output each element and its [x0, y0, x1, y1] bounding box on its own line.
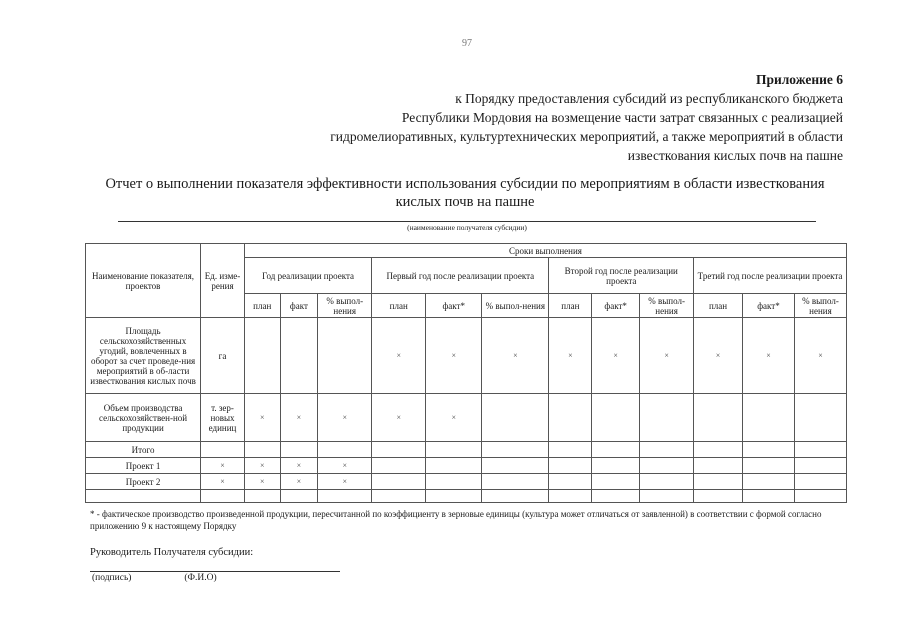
row-name: Итого — [86, 442, 201, 458]
cross-mark: × — [742, 318, 794, 394]
empty-cell — [549, 442, 592, 458]
empty-cell — [426, 474, 482, 490]
empty-cell — [318, 442, 372, 458]
report-title-line: кислых почв на пашне — [395, 194, 535, 210]
header-plan: план — [244, 294, 280, 318]
cross-mark: × — [201, 458, 245, 474]
report-title-line: Отчет о выполнении показателя эффективности использования субсидии по мероприятиям в области известкования — [105, 176, 825, 192]
empty-cell — [482, 474, 549, 490]
empty-cell — [280, 490, 318, 503]
recipient-head-label: Руководитель Получателя субсидии: — [90, 547, 254, 558]
empty-cell — [794, 458, 846, 474]
empty-cell — [318, 318, 372, 394]
cross-mark: × — [694, 318, 743, 394]
table-row — [86, 394, 847, 442]
report-title — [80, 175, 850, 211]
empty-cell — [694, 474, 743, 490]
empty-cell — [640, 442, 694, 458]
appendix-line: гидромелиоративных, культуртехнических мероприятий, а также мероприятий в области — [330, 129, 843, 144]
header-unit: Ед. изме-рения — [201, 244, 245, 318]
empty-cell — [592, 458, 640, 474]
row-unit: га — [201, 318, 245, 394]
cross-mark: × — [318, 394, 372, 442]
empty-cell — [694, 458, 743, 474]
empty-cell — [244, 490, 280, 503]
empty-cell — [426, 442, 482, 458]
cross-mark: × — [372, 394, 426, 442]
header-pct: % выпол-нения — [794, 294, 846, 318]
cross-mark: × — [280, 394, 318, 442]
header-period: Сроки выполнения — [244, 244, 846, 258]
empty-cell — [201, 490, 245, 503]
header-fact: факт — [280, 294, 318, 318]
header-year-0: Год реализации проекта — [244, 258, 371, 294]
empty-cell — [372, 458, 426, 474]
empty-cell — [482, 458, 549, 474]
cross-mark: × — [549, 318, 592, 394]
table-row — [86, 458, 847, 474]
empty-cell — [372, 490, 426, 503]
cross-mark: × — [640, 318, 694, 394]
cross-mark: × — [426, 394, 482, 442]
empty-cell — [201, 442, 245, 458]
empty-cell — [640, 490, 694, 503]
header-fact: факт* — [742, 294, 794, 318]
empty-cell — [426, 458, 482, 474]
appendix-line: Республики Мордовия на возмещение части затрат связанных с реализацией — [401, 110, 843, 125]
cross-mark: × — [318, 474, 372, 490]
recipient-name-line — [118, 221, 816, 222]
empty-cell — [794, 474, 846, 490]
header-plan: план — [372, 294, 426, 318]
empty-cell — [592, 474, 640, 490]
cross-mark: × — [244, 474, 280, 490]
empty-cell — [482, 490, 549, 503]
empty-cell — [592, 490, 640, 503]
header-name: Наименование показателя, проектов — [86, 244, 201, 318]
empty-cell — [694, 394, 743, 442]
cross-mark: × — [318, 458, 372, 474]
empty-cell — [372, 442, 426, 458]
empty-cell — [742, 394, 794, 442]
empty-cell — [549, 490, 592, 503]
page-number: 97 — [462, 38, 472, 49]
report-table — [85, 243, 847, 503]
empty-cell — [549, 394, 592, 442]
row-name: Объем производства сельскохозяйствен-ной продукции — [86, 394, 201, 442]
empty-cell — [549, 458, 592, 474]
empty-cell — [694, 490, 743, 503]
signature-caption — [92, 573, 292, 583]
cross-mark: × — [794, 318, 846, 394]
recipient-caption: (наименование получателя субсидии) — [407, 223, 527, 232]
appendix-line: к Порядку предоставления субсидий из республиканского бюджета — [455, 91, 843, 106]
empty-cell — [794, 442, 846, 458]
appendix-header — [203, 70, 843, 165]
empty-cell — [318, 490, 372, 503]
empty-cell — [794, 394, 846, 442]
table-row — [86, 490, 847, 503]
empty-cell — [742, 490, 794, 503]
empty-cell — [549, 474, 592, 490]
empty-cell — [372, 474, 426, 490]
header-pct: % выпол-нения — [482, 294, 549, 318]
row-name: Проект 2 — [86, 474, 201, 490]
empty-cell — [280, 318, 318, 394]
cross-mark: × — [280, 458, 318, 474]
empty-cell — [640, 474, 694, 490]
header-year-2: Второй год после реализации проекта — [549, 258, 694, 294]
appendix-title: Приложение 6 — [755, 72, 843, 87]
header-plan: план — [549, 294, 592, 318]
empty-cell — [640, 458, 694, 474]
appendix-line: известкования кислых почв на пашне — [627, 148, 843, 163]
empty-cell — [280, 442, 318, 458]
cross-mark: × — [426, 318, 482, 394]
cross-mark: × — [280, 474, 318, 490]
table-row — [86, 442, 847, 458]
empty-cell — [694, 442, 743, 458]
empty-cell — [742, 474, 794, 490]
header-year-3: Третий год после реализации проекта — [694, 258, 847, 294]
cross-mark: × — [592, 318, 640, 394]
header-fact: факт* — [426, 294, 482, 318]
empty-cell — [426, 490, 482, 503]
empty-cell — [86, 490, 201, 503]
cross-mark: × — [201, 474, 245, 490]
empty-cell — [482, 394, 549, 442]
cross-mark: × — [244, 458, 280, 474]
row-name: Проект 1 — [86, 458, 201, 474]
table-row — [86, 474, 847, 490]
signature-line — [90, 571, 340, 572]
table-row — [86, 318, 847, 394]
empty-cell — [742, 458, 794, 474]
row-unit: т. зер-новых единиц — [201, 394, 245, 442]
empty-cell — [482, 442, 549, 458]
header-year-1: Первый год после реализации проекта — [372, 258, 549, 294]
signature-label: (подпись) — [92, 573, 132, 583]
empty-cell — [742, 442, 794, 458]
empty-cell — [794, 490, 846, 503]
empty-cell — [592, 394, 640, 442]
cross-mark: × — [244, 394, 280, 442]
fio-label: (Ф.И.О) — [184, 573, 217, 583]
header-plan: план — [694, 294, 743, 318]
cross-mark: × — [372, 318, 426, 394]
empty-cell — [244, 442, 280, 458]
footnote: * - фактическое производство произведенной продукции, пересчитанной по коэффициенту в зерновые единицы (культура может отличаться от заявленной) в соответствии с формой согласно приложению 9 к настоящему Порядку — [90, 509, 822, 531]
cross-mark: × — [482, 318, 549, 394]
header-pct: % выпол-нения — [640, 294, 694, 318]
empty-cell — [640, 394, 694, 442]
header-pct: % выпол-нения — [318, 294, 372, 318]
header-fact: факт* — [592, 294, 640, 318]
empty-cell — [592, 442, 640, 458]
empty-cell — [244, 318, 280, 394]
row-name: Площадь сельскохозяйственных угодий, вовлеченных в оборот за счет проведе-ния мероприятий в об-ласти известкования кислых почв — [86, 318, 201, 394]
